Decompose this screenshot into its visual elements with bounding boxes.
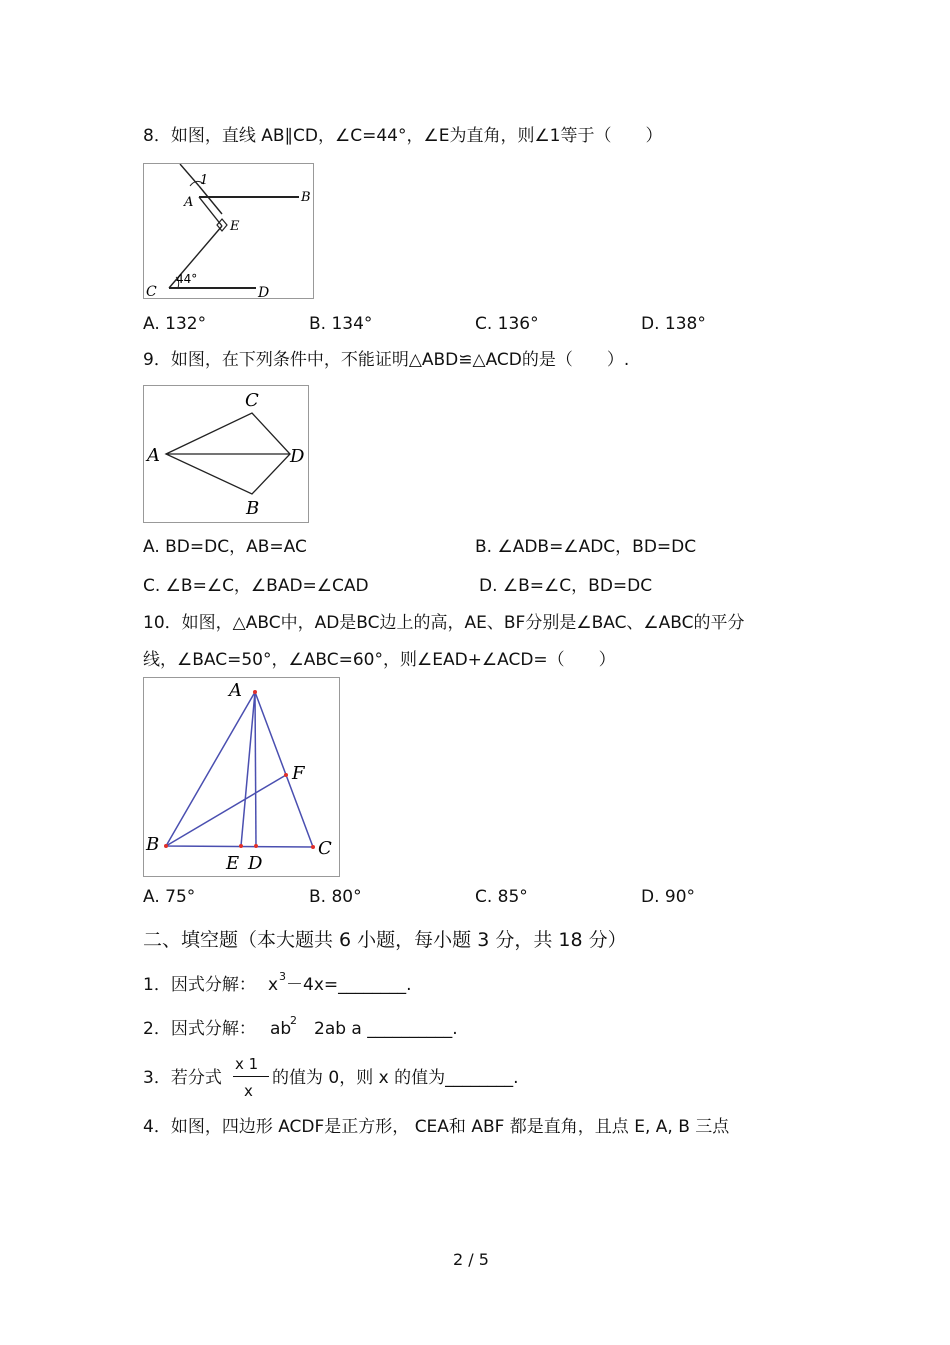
q9-stem: 9．如图，在下列条件中，不能证明△ABD≌△ACD的是（ ）. xyxy=(143,350,630,370)
fill-q2-expr-a: ab xyxy=(270,1019,292,1039)
fill-q3-fraction-bar xyxy=(233,1076,269,1077)
q9-option-d: D. ∠B=∠C，BD=DC xyxy=(479,576,653,596)
q9-label-A: A xyxy=(147,445,160,466)
q10-option-b: B. 80° xyxy=(309,887,362,907)
q10-option-a: A. 75° xyxy=(143,887,196,907)
q9-label-B: B xyxy=(246,498,260,519)
fill-q3-prefix: 3．若分式 xyxy=(143,1068,222,1088)
fill-q3-denominator: x xyxy=(244,1082,253,1100)
fill-q1-expr-b: －4x=________. xyxy=(286,975,412,995)
q8-label-1: 1 xyxy=(200,173,209,188)
q9-figure xyxy=(143,385,309,523)
page-number: 2 / 5 xyxy=(453,1250,489,1269)
q9-option-b: B. ∠ADB=∠ADC，BD=DC xyxy=(475,537,697,557)
q9-option-a: A. BD=DC，AB=AC xyxy=(143,537,307,557)
fill-q3-suffix: 的值为 0，则 x 的值为________. xyxy=(272,1068,519,1088)
q9-option-c: C. ∠B=∠C，∠BAD=∠CAD xyxy=(143,576,369,596)
q8-label-A: A xyxy=(184,195,194,210)
q10-stem-line1: 10．如图，△ABC中，AD是BC边上的高，AE、BF分别是∠BAC、∠ABC的平分 xyxy=(143,613,745,633)
q10-figure xyxy=(143,677,340,877)
q8-figure xyxy=(143,163,314,299)
q8-option-b: B. 134° xyxy=(309,314,373,334)
q10-stem-line2: 线，∠BAC=50°，∠ABC=60°，则∠EAD+∠ACD=（ ） xyxy=(143,650,616,670)
q9-label-D: D xyxy=(290,446,305,467)
q8-label-C: C xyxy=(146,284,157,298)
q8-label-E: E xyxy=(230,219,240,234)
fill-q4-text: 4．如图，四边形 ACDF是正方形， CEA和 ABF 都是直角，且点 E, A, B 三点 xyxy=(143,1117,730,1137)
q8-label-D: D xyxy=(258,285,270,298)
q8-option-d: D. 138° xyxy=(641,314,706,334)
q10-label-C: C xyxy=(318,838,332,859)
q10-option-c: C. 85° xyxy=(475,887,528,907)
fill-q3-numerator: x 1 xyxy=(235,1055,259,1073)
q8-angle-label: 44° xyxy=(176,272,198,286)
fill-q2-expr-b: 2ab a __________. xyxy=(314,1019,458,1039)
q8-option-a: A. 132° xyxy=(143,314,207,334)
fill-q1-prefix: 1．因式分解： xyxy=(143,975,256,995)
q8-option-c: C. 136° xyxy=(475,314,539,334)
section-title: 二、填空题（本大题共 6 小题，每小题 3 分，共 18 分） xyxy=(143,929,627,951)
q9-label-C: C xyxy=(245,390,259,411)
q8-label-B: B xyxy=(301,190,311,205)
q10-label-E: E xyxy=(226,853,240,874)
fill-q2-exponent: 2 xyxy=(290,1014,297,1027)
q10-option-d: D. 90° xyxy=(641,887,696,907)
q10-label-B: B xyxy=(146,834,160,855)
fill-q2-prefix: 2．因式分解： xyxy=(143,1019,256,1039)
q8-stem: 8．如图，直线 AB∥CD，∠C=44°，∠E为直角，则∠1等于（ ） xyxy=(143,126,663,146)
q10-label-D: D xyxy=(248,853,263,874)
q10-label-F: F xyxy=(292,763,305,784)
fill-q1-exponent: 3 xyxy=(279,970,286,983)
fill-q1-expr-a: x xyxy=(268,975,279,995)
q10-label-A: A xyxy=(229,680,242,701)
